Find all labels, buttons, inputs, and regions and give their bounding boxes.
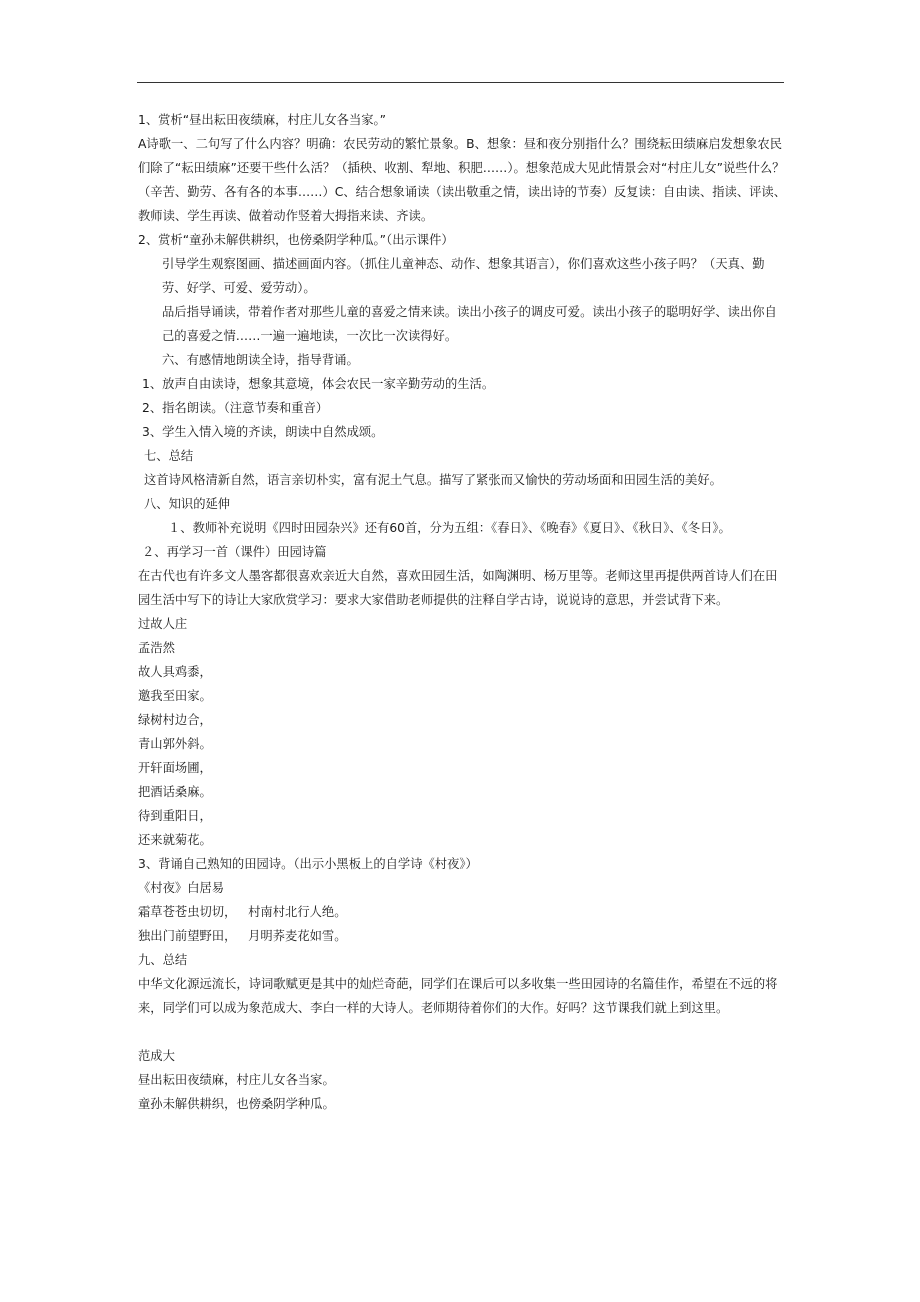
paragraph: 这首诗风格清新自然，语言亲切朴实，富有泥土气息。描写了紧张而又愉快的劳动场面和田园生活的美好。 — [144, 473, 722, 487]
poem-line: 还来就菊花。 — [138, 833, 212, 847]
poem-line — [138, 900, 788, 924]
poem-line: 青山郭外斜。 — [138, 737, 212, 751]
section-heading: 六、有感情地朗读全诗，指导背诵。 — [162, 353, 359, 367]
section-heading: 2、赏析“童孙未解供耕织，也傍桑阴学种瓜。”（出示课件） — [138, 233, 454, 247]
poem-line: 邀我至田家。 — [138, 689, 212, 703]
spacer — [138, 1020, 788, 1044]
list-item: 2、指名朗读。（注意节奏和重音） — [142, 401, 329, 415]
section-heading: 1、赏析“昼出耘田夜绩麻，村庄儿女各当家。” — [138, 113, 387, 127]
poem-line — [138, 924, 788, 948]
poem-line: 待到重阳日， — [138, 809, 212, 823]
poem-line: 绿树村边合， — [138, 713, 212, 727]
poem-line: 开轩面场圃， — [138, 761, 212, 775]
list-item: 1、放声自由读诗，想象其意境，体会农民一家辛勤劳动的生活。 — [142, 377, 495, 391]
poem-line: 童孙未解供耕织，也傍桑阴学种瓜。 — [138, 1097, 335, 1111]
poem-half-line: 村南村北行人绝。 — [248, 905, 347, 919]
paragraph: A诗歌一、二句写了什么内容？明确：农民劳动的繁忙景象。B、想象：昼和夜分别指什么？围绕耘田绩麻启发想象农民们除了“耘田绩麻”还要干些什么活？（插秧、收割、犁地、积肥……）。想象范成大见此情景会对“村庄儿女”说些什么？（辛苦、勤劳、各有各的本事……）C、结合想象诵读（读出敬重之情，读出诗的节奏）反复读：自由读、指读、评读、教师读、学生再读、做着动作竖着大拇指来读、齐读。 — [138, 137, 787, 223]
section-heading: 九、总结 — [138, 953, 188, 967]
list-item: ２、再学习一首（课件）田园诗篇 — [142, 545, 327, 559]
poem-author: 范成大 — [138, 1049, 175, 1063]
section-heading: 八、知识的延伸 — [144, 497, 231, 511]
section-heading: 七、总结 — [144, 449, 194, 463]
list-item: １、教师补充说明《四时田园杂兴》还有60首，分为五组：《春日》、《晚春》《夏日》、《秋日》、《冬日》。 — [168, 521, 731, 535]
paragraph: 在古代也有许多文人墨客都很喜欢亲近大自然，喜欢田园生活，如陶渊明、杨万里等。老师这里再提供两首诗人们在田园生活中写下的诗让大家欣赏学习：要求大家借助老师提供的注释自学古诗，说说诗的意思，并尝试背下来。 — [138, 569, 778, 607]
list-item: 3、学生入情入境的齐读，朗读中自然成颂。 — [142, 425, 384, 439]
poem-line: 故人具鸡黍， — [138, 665, 212, 679]
poem-line: 把酒话桑麻。 — [138, 785, 212, 799]
poem-half-line: 独出门前望野田， — [138, 929, 237, 943]
paragraph: 引导学生观察图画、描述画面内容。（抓住儿童神态、动作、想象其语言），你们喜欢这些小孩子吗？（天真、勤劳、好学、可爱、爱劳动）。 — [162, 257, 765, 295]
poem-title: 《村夜》白居易 — [138, 881, 225, 895]
document-body — [138, 108, 788, 1116]
poem-half-line: 霜草苍苍虫切切， — [138, 905, 237, 919]
paragraph: 中华文化源远流长，诗词歌赋更是其中的灿烂奇葩，同学们在课后可以多收集一些田园诗的名篇佳作，希望在不远的将来，同学们可以成为象范成大、李白一样的大诗人。老师期待着你们的大作。好吗？这节课我们就上到这里。 — [138, 977, 778, 1015]
header-rule — [137, 82, 784, 83]
poem-half-line: 月明荞麦花如雪。 — [248, 929, 347, 943]
section-heading: 3、背诵自己熟知的田园诗。（出示小黑板上的自学诗《村夜》） — [138, 857, 478, 871]
paragraph: 品后指导诵读，带着作者对那些儿童的喜爱之情来读。读出小孩子的调皮可爱。读出小孩子的聪明好学、读出你自己的喜爱之情……一遍一遍地读，一次比一次读得好。 — [162, 305, 777, 343]
poem-author: 孟浩然 — [138, 641, 175, 655]
poem-line: 昼出耘田夜绩麻，村庄儿女各当家。 — [138, 1073, 335, 1087]
poem-title: 过故人庄 — [138, 617, 188, 631]
